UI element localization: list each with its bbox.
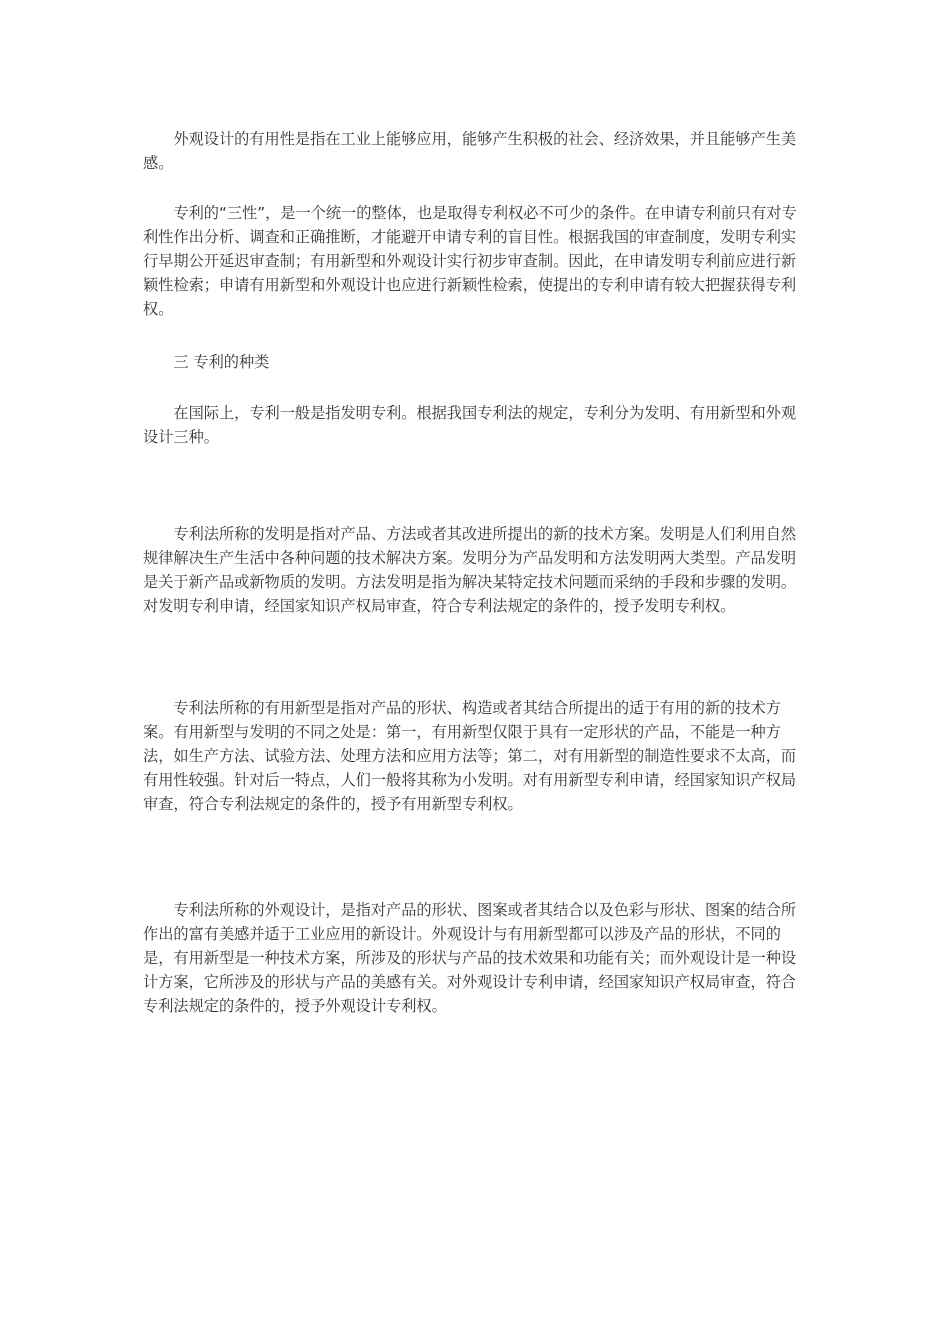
paragraph-design-utility: 外观设计的有用性是指在工业上能够应用，能够产生积极的社会、经济效果，并且能够产生美感。 bbox=[143, 130, 797, 172]
paragraph-design: 专利法所称的外观设计，是指对产品的形状、图案或者其结合以及色彩与形状、图案的结合所作出的富有美感并适于工业应用的新设计。外观设计与有用新型都可以涉及产品的形状，不同的是，有用新型是一种技术方案，所涉及的形状与产品的技术效果和功能有关；而外观设计是一种设计方案，它所涉及的形状与产品的美感有关。对外观设计专利申请，经国家知识产权局审查，符合专利法规定的条件的，授予外观设计专利权。 bbox=[143, 901, 797, 1015]
paragraph-three-properties: 专利的“三性”，是一个统一的整体，也是取得专利权必不可少的条件。在申请专利前只有对专利性作出分析、调查和正确推断，才能避开申请专利的盲目性。根据我国的审查制度，发明专利实行早期公开延迟审查制；有用新型和外观设计实行初步审查制。因此，在申请发明专利前应进行新颖性检索；申请有用新型和外观设计也应进行新颖性检索，使提出的专利申请有较大把握获得专利权。 bbox=[143, 204, 797, 318]
paragraph-patent-types-intro: 在国际上，专利一般是指发明专利。根据我国专利法的规定，专利分为发明、有用新型和外观设计三种。 bbox=[143, 404, 797, 446]
paragraph-invention: 专利法所称的发明是指对产品、方法或者其改进所提出的新的技术方案。发明是人们利用自然规律解决生产生活中各种问题的技术解决方案。发明分为产品发明和方法发明两大类型。产品发明是关于新产品或新物质的发明。方法发明是指为解决某特定技术问题而采纳的手段和步骤的发明。对发明专利申请，经国家知识产权局审查，符合专利法规定的条件的，授予发明专利权。 bbox=[143, 525, 797, 615]
paragraph-utility-model: 专利法所称的有用新型是指对产品的形状、构造或者其结合所提出的适于有用的新的技术方案。有用新型与发明的不同之处是：第一，有用新型仅限于具有一定形状的产品，不能是一种方法，如生产方法、试验方法、处理方法和应用方法等；第二，对有用新型的制造性要求不太高，而有用性较强。针对后一特点，人们一般将其称为小发明。对有用新型专利申请，经国家知识产权局审查，符合专利法规定的条件的，授予有用新型专利权。 bbox=[143, 699, 797, 813]
section-heading-patent-types: 三 专利的种类 bbox=[173, 353, 270, 371]
